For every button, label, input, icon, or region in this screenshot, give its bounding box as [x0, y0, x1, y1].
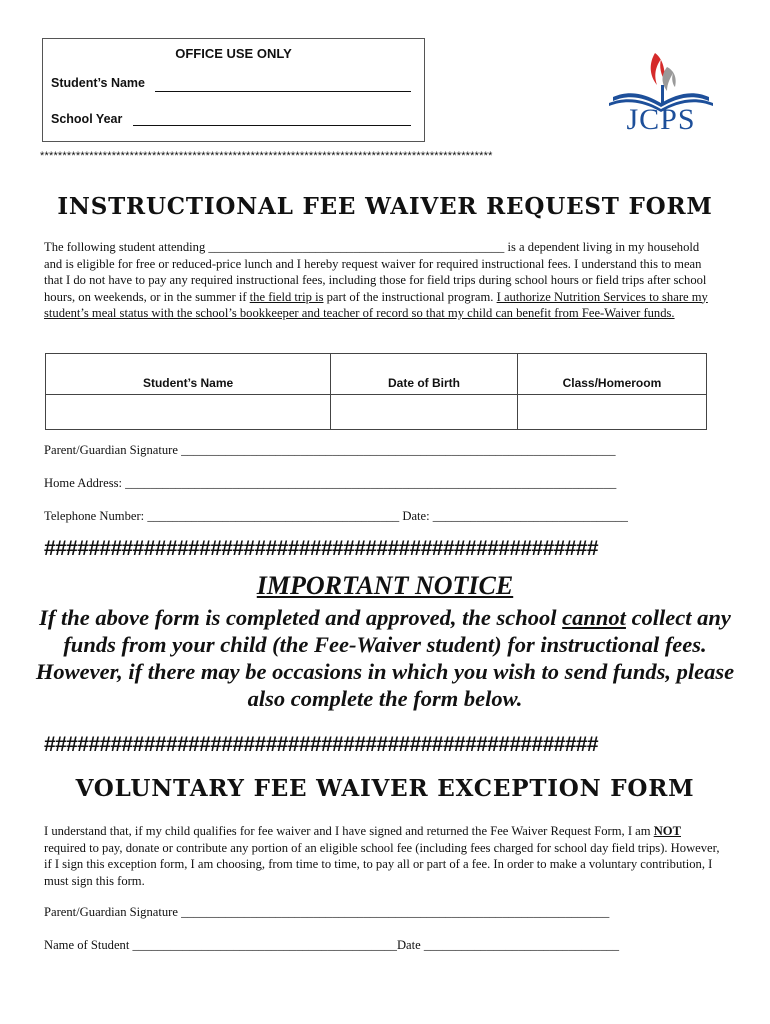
notice-text-2: collect any funds from your child (the Fee-Waiver student) for instructional fees. However, if there may be occasions in which you wish to send funds, please also complete the form below.	[35, 605, 735, 711]
request-text-1: The following student attending _______________________________________________ is a dependent living in my household and is eligible for free or reduced-price lunch and I hereby request waiver for required instructional fees. I understand this to mean that I do not have to pay any required instructional fees, including those for field trips during school hours or field trips after school hours, on weekends, or in the summer if	[44, 240, 707, 304]
exception-signature-field[interactable]: Parent/Guardian Signature ____________________________________________________________________	[44, 905, 610, 919]
hash-separator-bottom: ##################################################	[44, 733, 598, 756]
header-student-name: Student’s Name	[46, 354, 331, 395]
logo-text: JCPS	[626, 103, 696, 136]
exception-text-1: I understand that, if my child qualifies for fee waiver and I have signed and returned the Fee Waiver Request Form, I am	[44, 824, 654, 838]
exception-text-2: required to pay, donate or contribute any portion of an eligible school fee (including fees charged for school day field trips). However, if I sign this exception form, I am choosing, from time to time, to pay all or part of a fee. In order to make a voluntary contribution, I must sign this form.	[44, 840, 720, 888]
home-address-field[interactable]: Home Address: ______________________________________________________________________________	[44, 476, 617, 490]
class-homeroom-cell[interactable]	[517, 395, 706, 430]
request-text-2: part of the instructional program.	[323, 289, 497, 304]
request-form-title: INSTRUCTIONAL FEE WAIVER REQUEST FORM	[57, 193, 713, 220]
exception-form-title: VOLUNTARY FEE WAIVER EXCEPTION FORM	[75, 775, 695, 802]
request-form-paragraph	[44, 239, 714, 322]
notice-emphasis: cannot	[562, 605, 626, 630]
star-separator: *****************************************************************************************************	[40, 150, 493, 162]
student-name-label: Student’s Name	[51, 76, 146, 90]
school-year-label: School Year	[51, 112, 123, 126]
table-header-row	[46, 354, 707, 395]
hash-separator-top: ##################################################	[44, 537, 598, 560]
request-text-underlined: the field trip is	[249, 289, 324, 304]
office-use-box	[42, 38, 425, 142]
header-class-homeroom: Class/Homeroom	[517, 354, 706, 395]
authorization-statement: I authorize Nutrition Services to share my student’s meal status with the school’s bookkeeper and teacher of record so that my child can benefit from Fee-Waiver funds.	[44, 289, 708, 320]
table-row	[46, 395, 707, 430]
student-name-field[interactable]	[155, 91, 411, 92]
notice-text-1: If the above form is completed and approved, the school	[39, 605, 563, 630]
exception-not-emphasis: NOT	[653, 824, 681, 838]
school-year-field[interactable]	[133, 125, 411, 126]
exception-student-date-field[interactable]: Name of Student __________________________________________Date _______________________________	[44, 938, 620, 952]
header-date-of-birth: Date of Birth	[331, 354, 518, 395]
important-notice-text	[30, 604, 740, 712]
parent-signature-field[interactable]: Parent/Guardian Signature _____________________________________________________________________	[44, 443, 616, 457]
student-info-table	[45, 353, 707, 430]
student-name-cell[interactable]	[46, 395, 331, 430]
exception-form-paragraph	[44, 823, 720, 889]
office-use-title: OFFICE USE ONLY	[175, 46, 292, 61]
telephone-date-field[interactable]: Telephone Number: ________________________________________ Date: _______________________________	[44, 509, 628, 523]
jcps-logo	[605, 45, 717, 135]
date-of-birth-cell[interactable]	[331, 395, 518, 430]
important-notice-title: IMPORTANT NOTICE	[256, 571, 514, 600]
